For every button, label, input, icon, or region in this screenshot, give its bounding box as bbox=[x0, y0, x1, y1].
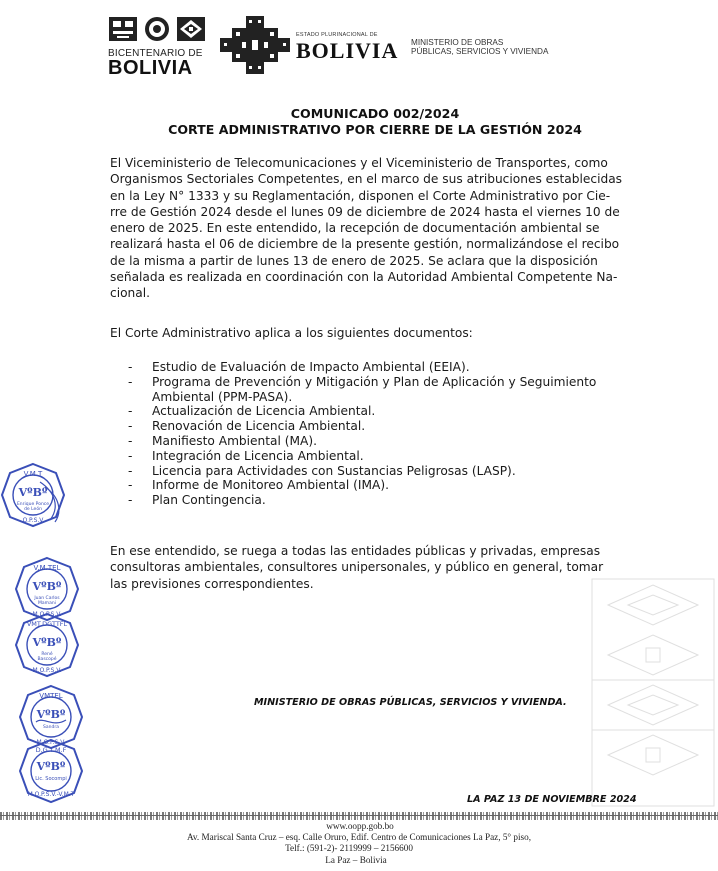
list-dash: - bbox=[128, 433, 133, 448]
estado-plurinacional-logo bbox=[220, 16, 400, 74]
svg-text:VºBº: VºBº bbox=[18, 486, 48, 499]
list-dash: - bbox=[128, 463, 133, 478]
paragraph-line: En ese entendido, se ruega a todas las entidades públicas y privadas, empresas bbox=[110, 544, 601, 558]
list-item-text: Licencia para Actividades con Sustancias Peligrosas (LASP). bbox=[152, 463, 516, 478]
svg-text:VºBº: VºBº bbox=[32, 636, 62, 649]
footer-city: La Paz – Bolivia bbox=[325, 855, 387, 865]
svg-text:René: René bbox=[41, 652, 53, 657]
vmt-dgttfl-stamp-seal bbox=[14, 612, 80, 678]
list-item-text: Programa de Prevención y Mitigación y Plan de Aplicación y Seguimiento bbox=[152, 374, 597, 389]
list-item bbox=[128, 449, 648, 464]
svg-text:D.G.T.M.F: D.G.T.M.F bbox=[35, 746, 67, 754]
vmt-stamp-seal bbox=[0, 462, 66, 528]
textile-pattern-decoration bbox=[588, 575, 718, 810]
svg-text:de León: de León bbox=[24, 507, 42, 512]
svg-text:Enrique Ponce: Enrique Ponce bbox=[16, 502, 50, 507]
paragraph-line: enero de 2025. En este entendido, la recepción de documentación ambiental se bbox=[110, 221, 600, 236]
ministerio-line-2: PÚBLICAS, SERVICIOS Y VIVIENDA bbox=[411, 47, 549, 56]
list-dash: - bbox=[128, 448, 133, 463]
bicentenario-emblem-icon bbox=[108, 14, 208, 44]
paragraph-line: El Viceministerio de Telecomunicaciones y el Viceministerio de Transportes, como bbox=[110, 156, 608, 170]
list-item-text: Manifiesto Ambiental (MA). bbox=[152, 433, 318, 448]
svg-text:M.O.P.S.V.: M.O.P.S.V. bbox=[36, 739, 66, 746]
dgtmf-stamp-seal bbox=[18, 738, 84, 804]
svg-text:Mamani: Mamani bbox=[38, 601, 56, 606]
footer-phone: Telf.: (591-2)- 2119999 – 2156600 bbox=[285, 843, 413, 853]
paragraph-line: en la Ley N° 1333 y su Reglamentación, disponen el Corte Administrativo por Cie- bbox=[110, 188, 611, 203]
svg-text:O.P.S.V: O.P.S.V bbox=[22, 517, 44, 524]
list-item-text: Estudio de Evaluación de Impacto Ambiental (EEIA). bbox=[152, 360, 470, 374]
svg-text:Lic. Socompi: Lic. Socompi bbox=[35, 776, 67, 782]
footer-border-line bbox=[0, 812, 718, 820]
list-dash: - bbox=[128, 404, 133, 419]
list-dash: - bbox=[128, 419, 133, 434]
paragraph-line: rre de Gestión 2024 desde el lunes 09 de diciembre de 2024 hasta el viernes 10 de bbox=[110, 204, 620, 219]
list-item bbox=[128, 375, 648, 390]
svg-text:VMT.DGTTFL: VMT.DGTTFL bbox=[26, 620, 68, 628]
list-dash: - bbox=[128, 360, 133, 374]
paragraph-line: realizará hasta el 06 de diciembre de la presente gestión, normalizándose el recibo bbox=[110, 237, 620, 252]
estado-title: BOLIVIA bbox=[296, 38, 399, 63]
list-item-text: Actualización de Licencia Ambiental. bbox=[152, 404, 376, 419]
chakana-icon bbox=[220, 16, 290, 74]
list-item bbox=[128, 478, 648, 493]
list-item-text: Renovación de Licencia Ambiental. bbox=[152, 419, 366, 434]
svg-text:VºBº: VºBº bbox=[36, 708, 66, 721]
list-item-text: Plan Contingencia. bbox=[152, 493, 266, 508]
documents-list bbox=[128, 360, 648, 508]
paragraph-announcement bbox=[110, 155, 644, 302]
paragraph-line: señalada es realizada en coordinación con la Autoridad Ambiental Competente Na- bbox=[110, 270, 618, 285]
svg-text:Bascopé: Bascopé bbox=[37, 657, 57, 662]
paragraph-line: consultoras ambientales, consultores unipersonales, y público en general, tomar bbox=[110, 560, 604, 575]
list-item-text: Informe de Monitoreo Ambiental (IMA). bbox=[152, 478, 389, 493]
document-subtitle: CORTE ADMINISTRATIVO POR CIERRE DE LA GESTIÓN 2024 bbox=[168, 122, 582, 137]
list-dash: - bbox=[128, 374, 133, 389]
estado-subtitle: ESTADO PLURINACIONAL DE bbox=[296, 32, 378, 38]
svg-text:M.O.P.S.V.: M.O.P.S.V. bbox=[32, 611, 62, 618]
signature-ministerio: MINISTERIO DE OBRAS PÚBLICAS, SERVICIOS Y VIVIENDA. bbox=[254, 697, 567, 708]
bicentenario-title: BOLIVIA bbox=[108, 57, 193, 79]
paragraph-intro-list: El Corte Administrativo aplica a los siguientes documentos: bbox=[110, 326, 473, 340]
svg-text:Sandra: Sandra bbox=[43, 725, 59, 730]
paragraph-line: Organismos Sectoriales Competentes, en el marco de sus atribuciones establecidas bbox=[110, 172, 623, 187]
svg-text:M.O.P.S.V.: M.O.P.S.V. bbox=[32, 667, 62, 674]
document-title: COMUNICADO 002/2024 bbox=[290, 106, 460, 121]
paragraph-closing bbox=[110, 543, 644, 592]
paragraph-line: de la misma a partir de lunes 13 de enero de 2025. Se aclara que la disposición bbox=[110, 253, 598, 268]
list-item bbox=[128, 493, 648, 508]
list-item-text: Ambiental (PPM-PASA). bbox=[152, 389, 293, 404]
bicentenario-subtitle: BICENTENARIO DE bbox=[108, 48, 203, 59]
bicentenario-logo bbox=[108, 14, 208, 78]
svg-text:V.M.T: V.M.T bbox=[23, 470, 43, 478]
list-item bbox=[128, 464, 648, 479]
list-item-continuation bbox=[128, 390, 648, 405]
list-item bbox=[128, 434, 648, 449]
list-item bbox=[128, 404, 648, 419]
paragraph-line: las previsiones correspondientes. bbox=[110, 576, 314, 591]
svg-text:VºBº: VºBº bbox=[36, 760, 66, 773]
list-item-text: Integración de Licencia Ambiental. bbox=[152, 448, 364, 463]
list-dash: - bbox=[128, 478, 133, 493]
ministerio-label bbox=[411, 38, 548, 56]
ministerio-line-1: MINISTERIO DE OBRAS bbox=[411, 38, 504, 47]
footer-address: Av. Mariscal Santa Cruz – esq. Calle Oruro, Edif. Centro de Comunicaciones La Paz, 5° piso, bbox=[186, 832, 532, 842]
list-item bbox=[128, 419, 648, 434]
svg-text:M.O.P.S.V.-V.M.T: M.O.P.S.V.-V.M.T bbox=[27, 791, 75, 798]
footer-website: www.oopp.gob.bo bbox=[326, 821, 394, 831]
document-date: LA PAZ 13 DE NOVIEMBRE 2024 bbox=[467, 794, 637, 805]
svg-text:VºBº: VºBº bbox=[32, 580, 62, 593]
list-dash: - bbox=[128, 493, 133, 508]
paragraph-line: cional. bbox=[110, 286, 150, 301]
list-item bbox=[128, 360, 648, 375]
svg-text:Juan Carlos: Juan Carlos bbox=[34, 596, 60, 601]
svg-text:V.M.TEL: V.M.TEL bbox=[33, 564, 61, 572]
svg-text:VMTEL: VMTEL bbox=[39, 692, 63, 700]
